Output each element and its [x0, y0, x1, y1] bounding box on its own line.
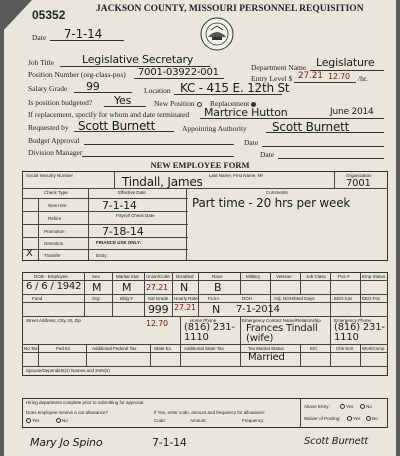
entry-level-value: 27.21 [298, 71, 323, 81]
additional-state-tax-header: Additional State Tax [184, 346, 224, 351]
replacement-line-label: If replacement, specify for whom and date terminated [28, 110, 190, 119]
signature-left: Mary Jo Spino [30, 436, 103, 449]
transfer-label: Transfer [44, 253, 61, 258]
home-phone-value: (816) 231-1110 [184, 322, 235, 343]
budget-date-label: Date [244, 138, 259, 147]
disabled-value: N [180, 281, 189, 294]
additional-federal-tax-header: Additional Federal Tax [92, 346, 137, 351]
county-seal-icon [200, 17, 234, 51]
above-entry-no-radio[interactable] [360, 404, 365, 409]
appointing-label: Appointing Authority [182, 124, 247, 133]
appointing-value: Scott Burnett [272, 120, 350, 134]
eeo-cat-header: EEO Cat [334, 296, 352, 301]
allowance-yes-radio[interactable] [26, 418, 31, 423]
sal-grade-header: Sal Grade [148, 296, 169, 301]
eeo-fnc-header: EEO Fnc [362, 296, 381, 301]
date-value: 7-1-14 [64, 27, 102, 41]
comments-value: Part time - 20 hrs per week [192, 196, 351, 210]
requisition-form [4, 0, 396, 456]
waiver-yes[interactable] [347, 416, 360, 421]
hiring-dept-label: Hiring department complete prior to submitting for approval. [26, 400, 145, 405]
check-type-label: Check Type [44, 190, 68, 195]
fund-header: Fund [32, 296, 43, 301]
dob-value: 6 / 6 / 1942 [26, 281, 82, 292]
entry-level-extra: 12.70 [328, 72, 350, 81]
doh-header: DOH [242, 296, 252, 301]
above-entry-yes-label: Yes [346, 404, 354, 409]
job-title-value: Legislative Secretary [82, 53, 194, 66]
position-number-label: Position Number (org-class-pos) [28, 70, 126, 79]
hourly-rate-value: 27.21 [174, 303, 196, 312]
union-value: 27.21 [146, 283, 168, 292]
allowance-no-radio[interactable] [56, 418, 61, 423]
bldg-header: Bldg # [120, 296, 133, 301]
employee-name-value: Tindall, James [122, 175, 203, 189]
new-hire-label: New Hire [48, 203, 67, 208]
location-label: Location [144, 86, 171, 95]
requested-by-value: Scott Burnett [78, 119, 156, 133]
agency-title: JACKSON COUNTY, MISSOURI PERSONNEL REQUISITION [96, 4, 364, 14]
marital-value: M [122, 281, 132, 294]
pos-header: Pos # [338, 274, 350, 279]
replacement-label: Replacement [210, 99, 250, 108]
allowance-question: Does employee receive a car allowance? [26, 410, 109, 415]
workcomp-header: WorkComp [362, 346, 385, 351]
effective-date-value: 7-1-14 [102, 199, 137, 212]
budgeted-label: Is position budgeted? [28, 98, 93, 107]
position-number-value: 7001-03922-001 [138, 67, 219, 78]
org-value: 7001 [346, 178, 371, 189]
flsa-header: FLSA [208, 296, 220, 301]
signature-right: Scott Burnett [304, 436, 369, 447]
frequency-label: Frequency: [242, 418, 265, 423]
promotion-label: Promotion [44, 229, 65, 234]
street-address-label: Street Address, City, St, Zip [26, 318, 81, 323]
department-label: Department Name [251, 63, 307, 72]
new-position-label: New Position [154, 99, 195, 108]
salary-grade-label: Salary Grade [28, 84, 68, 93]
spouse-label: Spouse/Dependent(s) Names and SSN(s) [26, 368, 110, 373]
hourly-rate-header: Hourly Rate [174, 296, 198, 301]
requested-by-label: Requested by [28, 123, 69, 132]
salary-grade-value: 99 [86, 80, 100, 93]
above-entry-yes-radio[interactable] [340, 404, 345, 409]
above-entry-no-label: No [366, 404, 372, 409]
per-hour-label: /hr. [358, 74, 368, 83]
flsa-value: N [212, 303, 221, 316]
division-manager-label: Division Manager [28, 148, 83, 157]
race-value: B [214, 281, 222, 294]
waiver-label: Waiver of Posting: [304, 416, 341, 421]
department-value: Legislature [316, 56, 375, 69]
signature-date: 7-1-14 [152, 436, 187, 449]
waiver-yes-radio[interactable] [347, 416, 352, 421]
home-phone-label: Home Phone [190, 318, 217, 323]
job-class-header: Job Class [306, 274, 326, 279]
org-label: Organization [346, 173, 372, 178]
amount-label: Amount: [190, 418, 207, 423]
effective-date-label: Effective Date [118, 190, 146, 195]
eic-header: EIC [310, 346, 318, 351]
tax-marital-header: Tax Marital Status [248, 346, 284, 351]
dob-header: DOB - Employee [34, 274, 68, 279]
org-header: Org [92, 296, 100, 301]
state-ex-header: State Ex [154, 346, 172, 351]
budget-approval-label: Budget Approval [28, 136, 80, 145]
waiver-no-label: No [372, 416, 378, 421]
race-header: Race [212, 274, 223, 279]
emp-status-header: Emp Status [362, 274, 386, 279]
union-header: Union/Code [146, 274, 170, 279]
waiver-yes-label: Yes [353, 416, 361, 421]
demotion-label: Demotion [44, 241, 64, 246]
allowance-no-option[interactable] [56, 418, 68, 423]
rehire-label: Rehire [48, 216, 62, 221]
emergency-contact-label: Emergency Contact Name/Relationship [242, 318, 321, 323]
location-value: KC - 415 E. 12th St [180, 81, 290, 95]
name-label: Last Name, First Name, MI [209, 173, 263, 178]
budgeted-value: Yes [114, 94, 132, 107]
veteran-header: Veteran [276, 274, 292, 279]
adj-doh-header: Adj. DOH/Med Days [274, 296, 315, 301]
above-entry-yes[interactable] [340, 404, 353, 409]
sal-grade-value: 999 [148, 303, 169, 316]
transfer-mark: X [26, 248, 33, 259]
disabled-header: Disabled [176, 274, 194, 279]
emergency-phone-label: Emergency Phone [334, 318, 372, 323]
entry-level-label: Entry Level $ [251, 74, 293, 83]
sex-value: M [92, 281, 102, 294]
replacement-date: June 2014 [330, 107, 374, 117]
emergency-phone-value: (816) 231-1110 [334, 322, 385, 343]
fed-ex-header: Fed Ex [56, 346, 71, 351]
emergency-contact-value: Frances Tindall (wife) [246, 323, 318, 344]
ssn-label: Social Security Number [26, 173, 74, 178]
new-position-radio[interactable] [197, 102, 202, 107]
form-number: 05352 [32, 8, 66, 22]
doh-value: 7-1-2014 [236, 304, 280, 315]
allowance-no-label: No [62, 418, 68, 423]
new-position-option[interactable] [154, 99, 203, 108]
hours-value: 12.70 [146, 319, 168, 328]
above-entry-no[interactable] [360, 404, 372, 409]
job-title-label: Job Title [28, 58, 55, 67]
waiver-no[interactable] [366, 416, 378, 421]
allowance-yes-option[interactable] [26, 418, 39, 423]
folded-corner [4, 0, 33, 31]
above-entry-label: Above Entry: [304, 404, 330, 409]
payroll-date-value: 7-18-14 [102, 225, 144, 238]
finance-use-label: FINANCE USE ONLY: [96, 240, 142, 245]
payroll-date-label: Payroll Check Date [116, 213, 155, 218]
tax-marital-value: Married [248, 352, 285, 363]
allowance-yes-label: Yes [32, 418, 40, 423]
waiver-no-radio[interactable] [366, 416, 371, 421]
code-label: Code: [154, 418, 167, 423]
allowance-detail: If Yes, enter code, amount and frequency for allowance: [154, 410, 266, 415]
replacement-name: Martrice Hutton [204, 106, 288, 119]
marital-header: Marital Stat [116, 274, 139, 279]
division-date-label: Date [260, 150, 275, 159]
entry-label: Entry: [96, 253, 108, 258]
no-tax-header: No Tax [24, 346, 38, 351]
new-employee-title: NEW EMPLOYEE FORM [150, 160, 250, 170]
sex-header: Sex [92, 274, 100, 279]
date-label: Date [32, 33, 47, 42]
comments-label: Comments [266, 190, 288, 195]
chk-sort-header: Chk Sort [336, 346, 354, 351]
military-header: Military [246, 274, 261, 279]
